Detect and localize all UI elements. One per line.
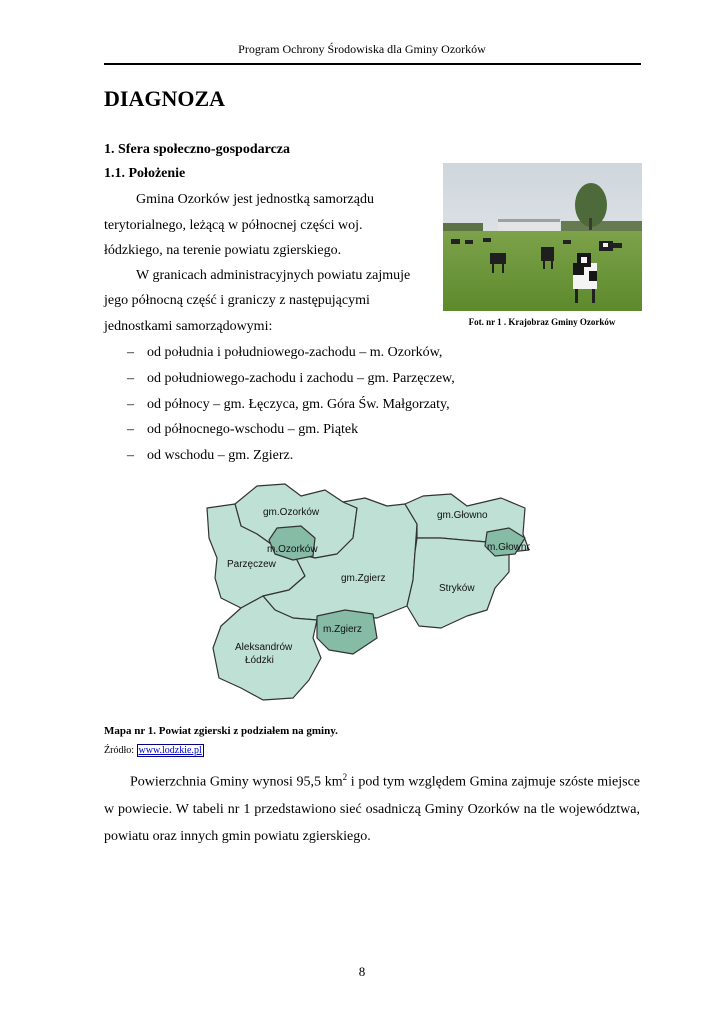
bullet-dash: – bbox=[127, 448, 134, 463]
source-link[interactable]: www.lodzkie.pl bbox=[138, 745, 202, 756]
map-label-m-zgierz: m.Zgierz bbox=[323, 624, 362, 635]
list-item bbox=[0, 344, 724, 362]
intro-line: W granicach administracyjnych powiatu zajmuje bbox=[136, 268, 411, 283]
paragraph-part2: i pod tym względem Gmina zajmuje szóste miejsce w powiecie. W tabeli nr 1 przedstawiono sieć osadniczą Gminy Ozorków na tle województwa, powiatu oraz innych gmin powiatu zgierskiego. bbox=[104, 774, 641, 844]
running-header: Program Ochrony Środowiska dla Gminy Ozorków bbox=[238, 42, 486, 56]
map-label-m-glowno: m.Głowno bbox=[487, 542, 530, 553]
landscape-photo-image bbox=[443, 163, 642, 311]
map-label-gm-ozorkow: gm.Ozorków bbox=[263, 507, 320, 518]
area-paragraph bbox=[104, 764, 640, 850]
list-item-text: od południowego-zachodu i zachodu – gm. Parzęczew, bbox=[147, 371, 455, 386]
paragraph-superscript: 2 bbox=[342, 772, 348, 782]
list-item bbox=[0, 370, 724, 388]
source-label: Źródło: bbox=[104, 745, 134, 756]
list-item bbox=[0, 421, 724, 439]
header-rule bbox=[104, 63, 641, 65]
map-label-lodzki: Łódzki bbox=[245, 655, 274, 666]
list-item bbox=[0, 396, 724, 414]
map-label-gm-zgierz: gm.Zgierz bbox=[341, 573, 386, 584]
source-line bbox=[104, 745, 204, 756]
district-map bbox=[205, 468, 530, 703]
map-label-aleksandrow: Aleksandrów bbox=[235, 642, 293, 653]
paragraph-part1: Powierzchnia Gminy wynosi 95,5 km bbox=[130, 774, 343, 790]
section-title: DIAGNOZA bbox=[104, 86, 226, 111]
district-map-svg bbox=[205, 468, 530, 703]
map-label-strykow: Stryków bbox=[439, 583, 475, 594]
intro-line: jednostkami samorządowymi: bbox=[104, 319, 273, 334]
photo-caption: Fot. nr 1 . Krajobraz Gminy Ozorków bbox=[468, 317, 616, 327]
bullet-dash: – bbox=[127, 371, 134, 386]
page-number: 8 bbox=[358, 964, 366, 979]
bullet-dash: – bbox=[127, 345, 134, 360]
map-label-parzeczew: Parzęczew bbox=[227, 559, 276, 570]
map-label-gm-glowno: gm.Głowno bbox=[437, 510, 488, 521]
list-item-text: od wschodu – gm. Zgierz. bbox=[147, 448, 294, 463]
bullet-dash: – bbox=[127, 397, 134, 412]
intro-line: terytorialnego, leżącą w północnej części woj. bbox=[104, 218, 363, 233]
list-item-text: od południa i południowego-zachodu – m. Ozorków, bbox=[147, 345, 443, 360]
intro-line: łódzkiego, na terenie powiatu zgierskiego. bbox=[104, 243, 342, 258]
map-label-m-ozorkow: m.Ozorków bbox=[267, 544, 318, 555]
bullet-dash: – bbox=[127, 422, 134, 437]
landscape-photo bbox=[443, 163, 642, 311]
map-caption: Mapa nr 1. Powiat zgierski z podziałem na gminy. bbox=[104, 725, 338, 737]
intro-line: Gmina Ozorków jest jednostką samorządu bbox=[136, 192, 374, 207]
intro-line: jego północną część i graniczy z następującymi bbox=[104, 293, 370, 308]
list-item-text: od północnego-wschodu – gm. Piątek bbox=[147, 422, 359, 437]
list-item-text: od północy – gm. Łęczyca, gm. Góra Św. Małgorzaty, bbox=[147, 397, 450, 412]
list-item bbox=[0, 447, 724, 465]
heading-level-1: 1. Sfera społeczno-gospodarcza bbox=[104, 142, 290, 157]
heading-level-2: 1.1. Położenie bbox=[104, 166, 186, 181]
